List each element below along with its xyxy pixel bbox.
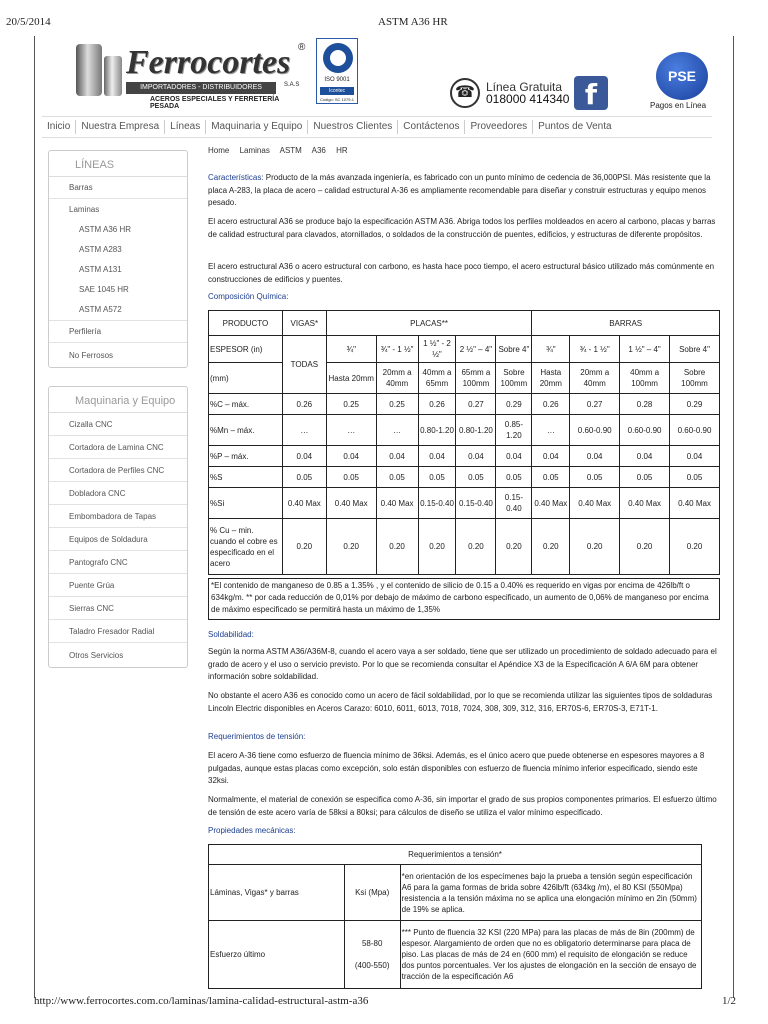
value-cell: 0.40 Max [282,488,326,519]
sidebar-item-machine[interactable]: Cizalla CNC [49,413,187,436]
logo-tagline: ACEROS ESPECIALES Y FERRETERÍA PESADA [150,96,280,110]
cert-code: Código: SC 1079-1 [319,97,355,102]
value-cell: 0.20 [326,519,376,575]
sidebar-item-barras[interactable]: Barras [49,177,187,199]
value-cell: 0.20 [418,519,456,575]
thickness-mm-cell: Sobre 100mm [670,363,720,394]
logo-cylinder-icon [104,56,122,96]
table-row [209,467,720,488]
breadcrumb-laminas[interactable]: Laminas [239,146,270,155]
sidebar-maquinaria-title: Maquinaria y Equipo [49,387,187,413]
row-laminas-label: Láminas, Vigas* y barras [209,865,345,921]
nav-proveedores[interactable]: Proveedores [465,120,533,134]
thickness-in-cell: ¾" [532,336,570,363]
thickness-mm-cell: 40mm a 100mm [620,363,670,394]
soldabilidad-heading: Soldabilidad: [208,630,254,639]
value-cell: 0.04 [456,446,496,467]
print-date: 20/5/2014 [6,16,51,28]
thickness-in-cell: 2 ½" – 4" [456,336,496,363]
value-cell: 0.40 Max [570,488,620,519]
sidebar-item-astm-a283[interactable]: ASTM A283 [79,244,122,254]
value-cell: 0.20 [282,519,326,575]
value-cell: 0.40 Max [620,488,670,519]
thickness-mm-cell: Hasta 20mm [326,363,376,394]
paragraph-caracteristicas [208,172,720,210]
page-border-right [733,36,734,998]
value-cell: 0.05 [532,467,570,488]
thickness-in-cell: 1 ½" - 2 ½" [418,336,456,363]
logo-registered: ® [298,42,306,53]
icontec-label: Icontec [320,87,354,95]
sidebar-item-machine[interactable]: Puente Grúa [49,574,187,597]
print-title: ASTM A36 HR [378,16,448,28]
value-cell: … [532,415,570,446]
value-cell: 0.26 [418,394,456,415]
value-cell: 0.80-1.20 [418,415,456,446]
value-cell: 0.15-0.40 [456,488,496,519]
table-row [209,519,720,575]
sidebar-item-machine[interactable]: Otros Servicios [69,650,124,660]
site-logo[interactable] [72,40,310,110]
element-label-cell: %Mn – máx. [209,415,283,446]
breadcrumb-home[interactable]: Home [208,146,230,155]
breadcrumb [208,146,348,155]
pse-payment-icon[interactable]: PSE [656,52,708,100]
online-payments-label[interactable]: Pagos en Línea [650,101,707,110]
thickness-in-cell: ¾" - 1 ½" [376,336,418,363]
table-row [209,394,720,415]
propiedades-heading: Propiedades mecánicas: [208,826,296,835]
logo-name: Ferrocortes [126,44,291,81]
paragraph-2: El acero estructural A36 se produce bajo la especificación ASTM A36. Abriga todos los perfiles moldeados en acero al carbono, placas y barras de calidad estructural para clavados, atornillados, o soldados de la construcción de puentes, edificios, y estructuras de diferente propósitos. [208,217,716,239]
sidebar-item-machine[interactable]: Cortadora de Lamina CNC [49,436,187,459]
value-cell: 0.27 [456,394,496,415]
logo-cylinder-icon [76,44,102,96]
header-espesor: ESPESOR (in) [209,336,283,363]
nav-clientes[interactable]: Nuestros Clientes [308,120,398,134]
esfuerzo-mpa: (400-550) [354,961,390,970]
header-vigas: VIGAS* [282,311,326,336]
table-row [209,488,720,519]
value-cell: 0.20 [532,519,570,575]
thickness-in-cell: 1 ½" – 4" [620,336,670,363]
requerimientos-heading: Requerimientos de tensión: [208,732,306,741]
thickness-mm-cell: 65mm a 100mm [456,363,496,394]
sidebar-maquinaria [48,386,188,668]
value-cell: 0.05 [418,467,456,488]
hotline-label: Línea Gratuita [486,80,563,94]
sidebar-item-machine[interactable]: Sierras CNC [49,597,187,620]
value-cell: 0.26 [532,394,570,415]
breadcrumb-current: ASTM A36 HR [279,146,348,155]
nav-maquinaria[interactable]: Maquinaria y Equipo [206,120,308,134]
composition-note: *El contenido de manganeso de 0.85 a 1.35% , y el contenido de silicio de 0.15 a 0.40% es requerido en vigas por encima de 426lb/ft o 634kg/m. ** por cada reducción de 0,01% por debajo de máximo de carbono especificado, un aumento de 0,06% de manganeso por encima de máximo especificado se permitirá hasta un máximo de 1,35% [208,578,720,620]
value-cell: 0.60-0.90 [620,415,670,446]
paragraph-3: El acero estructural A36 o acero estructural con carbono, es hasta hace poco tiempo, el acero estructural básico utilizado más comúnmente en construcciones de edificios y puentes. [208,262,715,284]
certification-icon-inner [330,50,346,66]
sidebar-item-machine[interactable]: Cortadora de Perfiles CNC [49,459,187,482]
row-esfuerzo-label: Esfuerzo último [209,921,345,989]
caracteristicas-text: Producto de la más avanzada ingeniería, es fabricado con un punto mínimo de cedencia de 36,000PSI. Más resistente que la placa A-283, la placa de acero – calidad estructural A-36 es ampliamente recomendable para diseñar y construir estructuras y equipo menos pesado. [208,173,711,207]
print-url: http://www.ferrocortes.com.co/laminas/lamina-calidad-estructural-astm-a36 [34,995,369,1007]
value-cell: 0.40 Max [670,488,720,519]
paragraph-soldabilidad-2: No obstante el acero A36 es conocido como un acero de fácil soldabilidad, por lo que se recomienda utilizar las siguientes tipos de soldaduras Lincoln Electric disponibles en Aceros Carazo: 6010, 6011, 6013, 7018, 7024, 308, 309, 312, 316, ER70S-6, ER70S-3, E71T-1. [208,691,713,713]
value-cell: 0.05 [496,467,532,488]
nav-contactenos[interactable]: Contáctenos [398,120,465,134]
value-cell: … [282,415,326,446]
value-cell: 0.15-0.40 [418,488,456,519]
value-cell: 0.25 [376,394,418,415]
value-cell: 0.85-1.20 [496,415,532,446]
header-barras: BARRAS [532,311,720,336]
thickness-in-cell: Sobre 4" [670,336,720,363]
value-cell: 0.05 [456,467,496,488]
table-row [209,415,720,446]
sidebar-item-astm-a572[interactable]: ASTM A572 [49,299,187,321]
phone-icon: ☎ [450,78,480,108]
value-cell: 0.26 [282,394,326,415]
facebook-icon[interactable]: f [574,76,608,110]
value-cell: 0.05 [326,467,376,488]
paragraph-soldabilidad-1: Según la norma ASTM A36/A36M-8, cuando el acero vaya a ser soldado, tiene que ser utilizado un procedimiento de soldado adecuado para el grado de acero y el uso o servicio previsto. Por lo que se recomienda consultar el Apéndice X3 de la Especificación A 6/A 6M para obtener información sobre soldabilidad. [208,647,717,681]
print-page-number: 1/2 [722,995,737,1007]
thickness-in-cell: Sobre 4" [496,336,532,363]
sidebar-item-perfileria[interactable]: Perfilería [49,321,187,343]
sidebar-lineas-title: LÍNEAS [49,151,187,177]
sidebar-item-machine[interactable]: Embombadora de Tapas [49,505,187,528]
value-cell: 0.05 [620,467,670,488]
value-cell: 0.04 [418,446,456,467]
sidebar-item-machine[interactable]: Pantografo CNC [49,551,187,574]
element-label-cell: % Cu – min. cuando el cobre es especificado en el acero [209,519,283,575]
value-cell: 0.05 [570,467,620,488]
value-cell: 0.20 [570,519,620,575]
row-esfuerzo-values [344,921,400,989]
print-header [0,0,768,28]
composicion-heading: Composición Química: [208,292,289,301]
thickness-mm-cell: Hasta 20mm [532,363,570,394]
row-unit: Ksi (Mpa) [344,865,400,921]
nav-lineas[interactable]: Líneas [165,120,206,134]
header-producto: PRODUCTO [209,311,283,336]
row-laminas-text: *en orientación de los especímenes bajo la prueba a tensión según especificación A6 para la gama formas de brida sobre 426lb/ft (634kg /m), el 80 KSI (550Mpa) resistencia a la tensión máxima no se aplica una elongación mínimo en 2in (50mm) de 19% se aplica. [400,865,701,921]
row-esfuerzo-text: *** Punto de fluencia 32 KSI (220 MPa) para las placas de más de 8in (200mm) de espesor. Alargamiento de orden que no es obligatorio determinarse para placa de piso. Las placas de más de 24 en (600 mm) el requisito de elongación se reduce dos puntos porcentuales. Ver los ajustes de elongación en la sección de ensayo de tracción de la especificación A6 [400,921,701,989]
esfuerzo-ksi: 58-80 [361,939,383,948]
thickness-in-cell: ¾ - 1 ½" [570,336,620,363]
page-border-left [34,36,35,998]
nav-nuestra-empresa[interactable]: Nuestra Empresa [76,120,165,134]
thickness-mm-cell: 20mm a 40mm [570,363,620,394]
header-placas: PLACAS** [326,311,532,336]
paragraph-tension-1: El acero A-36 tiene como esfuerzo de fluencia mínimo de 36ksi. Además, es el único acero que puede obtenerse en espesores mayores a 8 pulgadas, aunque estas placas como excepción, solo están disponibles con esfuerzo de fluencia mínimo inferior especificado, siendo este 32ksi. [208,751,705,785]
thickness-mm-cell: 40mm a 65mm [418,363,456,394]
value-cell: … [376,415,418,446]
thickness-in-cell: ¾" [326,336,376,363]
header-todas: TODAS [282,336,326,394]
header-mm: (mm) [209,363,283,394]
value-cell: 0.20 [376,519,418,575]
value-cell: 0.40 Max [326,488,376,519]
thickness-mm-cell: 20mm a 40mm [376,363,418,394]
value-cell: … [326,415,376,446]
value-cell: 0.05 [376,467,418,488]
value-cell: 0.20 [620,519,670,575]
element-label-cell: %C – máx. [209,394,283,415]
value-cell: 0.60-0.90 [670,415,720,446]
value-cell: 0.04 [670,446,720,467]
main-nav [42,116,712,138]
value-cell: 0.28 [620,394,670,415]
value-cell: 0.29 [496,394,532,415]
value-cell: 0.04 [532,446,570,467]
nav-puntos-de-venta[interactable]: Puntos de Venta [538,121,612,132]
nav-inicio[interactable]: Inicio [42,120,76,134]
value-cell: 0.29 [670,394,720,415]
element-label-cell: %P – máx. [209,446,283,467]
chemical-composition-table [208,310,720,575]
mechanical-properties-table [208,844,702,989]
caracteristicas-label: Características: [208,173,264,182]
paragraph-tension-2: Normalmente, el material de conexión se especifica como A-36, sin importar el grado de sus propios componentes primarios. El esfuerzo último de tensión de este acero varía de 58ksi a 80ksi; para cálculos de diseño se utiliza el valor mínimo especificado. [208,795,717,817]
value-cell: 0.60-0.90 [570,415,620,446]
table-row [209,446,720,467]
value-cell: 0.05 [670,467,720,488]
hotline-number[interactable]: 018000 414340 [486,92,570,106]
value-cell: 0.04 [620,446,670,467]
logo-sas: S.A.S [284,82,300,88]
value-cell: 0.04 [376,446,418,467]
sidebar-item-no-ferrosos[interactable]: No Ferrosos [69,350,114,360]
iso-label: ISO 9001 [324,77,350,83]
sidebar-item-machine[interactable]: Taladro Fresador Radial [49,620,187,643]
value-cell: 0.40 Max [532,488,570,519]
element-label-cell: %Si [209,488,283,519]
thickness-mm-cell: Sobre 100mm [496,363,532,394]
sidebar-item-laminas[interactable]: Laminas [69,204,100,214]
element-label-cell: %S [209,467,283,488]
value-cell: 0.04 [570,446,620,467]
value-cell: 0.25 [326,394,376,415]
value-cell: 0.04 [326,446,376,467]
value-cell: 0.20 [670,519,720,575]
tension-header: Requerimientos a tensión* [209,845,702,865]
logo-bar: IMPORTADORES - DISTRIBUIDORES [126,82,276,94]
value-cell: 0.04 [282,446,326,467]
sidebar-lineas [48,150,188,368]
value-cell: 0.40 Max [376,488,418,519]
value-cell: 0.27 [570,394,620,415]
value-cell: 0.20 [496,519,532,575]
value-cell: 0.04 [496,446,532,467]
sidebar-item-astm-a36[interactable]: ASTM A36 HR [79,224,132,234]
sidebar-item-machine[interactable]: Equipos de Soldadura [49,528,187,551]
sidebar-item-astm-a131[interactable]: ASTM A131 [79,264,122,274]
value-cell: 0.05 [282,467,326,488]
sidebar-item-sae-1045[interactable]: SAE 1045 HR [79,284,129,294]
value-cell: 0.80-1.20 [456,415,496,446]
value-cell: 0.20 [456,519,496,575]
value-cell: 0.15-0.40 [496,488,532,519]
iso-certification-badge [316,38,358,104]
sidebar-item-machine[interactable]: Dobladora CNC [49,482,187,505]
